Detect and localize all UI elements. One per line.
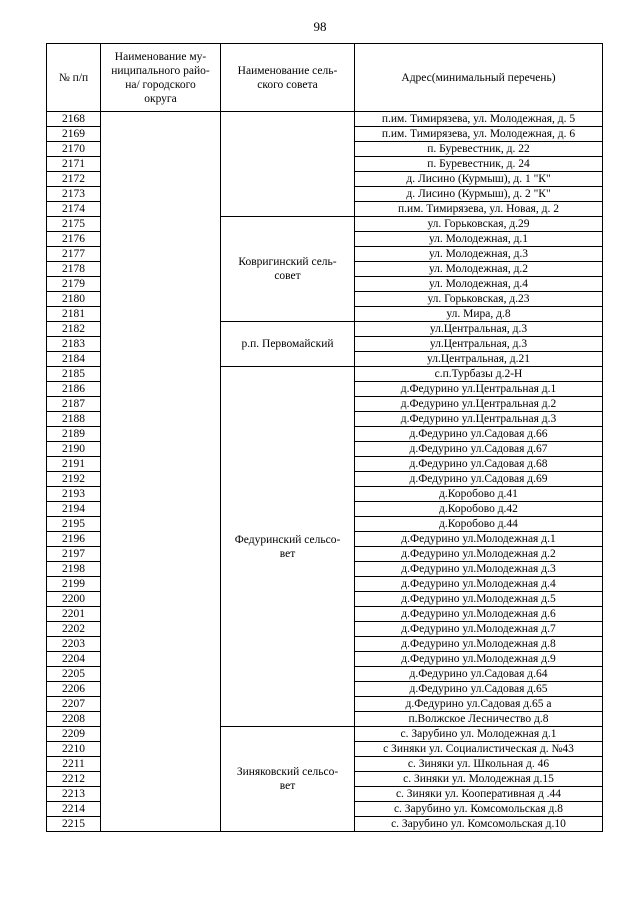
council-name-cell: Федуринский сельсо- вет (221, 367, 355, 727)
header-council-label: Наименование сель- ского совета (237, 64, 338, 91)
row-number: 2208 (47, 712, 101, 727)
address-cell: с. Зарубино ул. Молодежная д.1 (355, 727, 603, 742)
row-number: 2214 (47, 802, 101, 817)
address-cell: д.Федурино ул.Молодежная д.2 (355, 547, 603, 562)
row-number: 2189 (47, 427, 101, 442)
row-number: 2168 (47, 112, 101, 127)
address-cell: ул.Центральная, д.21 (355, 352, 603, 367)
district-cell (101, 112, 221, 832)
row-number: 2197 (47, 547, 101, 562)
row-number: 2195 (47, 517, 101, 532)
council-name-cell: р.п. Первомайский (221, 322, 355, 367)
row-number: 2201 (47, 607, 101, 622)
address-cell: д.Федурино ул.Садовая д.67 (355, 442, 603, 457)
address-cell: д.Федурино ул.Молодежная д.1 (355, 532, 603, 547)
address-cell: д.Федурино ул.Садовая д.68 (355, 457, 603, 472)
table-row (47, 112, 603, 127)
address-cell: д.Федурино ул.Центральная д.2 (355, 397, 603, 412)
row-number: 2204 (47, 652, 101, 667)
row-number: 2178 (47, 262, 101, 277)
address-cell: с. Зиняки ул. Школьная д. 46 (355, 757, 603, 772)
row-number: 2181 (47, 307, 101, 322)
row-number: 2183 (47, 337, 101, 352)
address-cell: п. Буревестник, д. 24 (355, 157, 603, 172)
row-number: 2170 (47, 142, 101, 157)
row-number: 2177 (47, 247, 101, 262)
council-name-cell: Зиняковский сельсо- вет (221, 727, 355, 832)
row-number: 2203 (47, 637, 101, 652)
address-cell: д. Лисино (Курмыш), д. 1 "К" (355, 172, 603, 187)
table-body (47, 112, 603, 832)
council-name-cell: Ковригинский сель- совет (221, 217, 355, 322)
address-cell: ул. Молодежная, д.3 (355, 247, 603, 262)
row-number: 2175 (47, 217, 101, 232)
row-number: 2207 (47, 697, 101, 712)
address-cell: д.Федурино ул.Молодежная д.4 (355, 577, 603, 592)
row-number: 2182 (47, 322, 101, 337)
row-number: 2211 (47, 757, 101, 772)
address-cell: д.Федурино ул.Молодежная д.6 (355, 607, 603, 622)
row-number: 2176 (47, 232, 101, 247)
row-number: 2169 (47, 127, 101, 142)
row-number: 2205 (47, 667, 101, 682)
address-cell: д.Федурино ул.Садовая д.66 (355, 427, 603, 442)
page-number: 98 (313, 19, 327, 34)
address-cell: д.Федурино ул.Садовая д.65 а (355, 697, 603, 712)
row-number: 2188 (47, 412, 101, 427)
row-number: 2179 (47, 277, 101, 292)
address-cell: с.п.Турбазы д.2-Н (355, 367, 603, 382)
address-cell: с. Зиняки ул. Кооперативная д .44 (355, 787, 603, 802)
row-number: 2174 (47, 202, 101, 217)
row-number: 2173 (47, 187, 101, 202)
row-number: 2213 (47, 787, 101, 802)
address-cell: ул. Молодежная, д.2 (355, 262, 603, 277)
address-cell: д.Федурино ул.Молодежная д.7 (355, 622, 603, 637)
row-number: 2172 (47, 172, 101, 187)
header-address (355, 44, 603, 112)
address-cell: с. Зарубино ул. Комсомольская д.8 (355, 802, 603, 817)
address-cell: д. Лисино (Курмыш), д. 2 "К" (355, 187, 603, 202)
address-registry-table (46, 43, 603, 832)
address-cell: ул. Молодежная, д.1 (355, 232, 603, 247)
row-number: 2215 (47, 817, 101, 832)
row-number: 2192 (47, 472, 101, 487)
row-number: 2185 (47, 367, 101, 382)
row-number: 2198 (47, 562, 101, 577)
address-cell: с. Зарубино ул. Комсомольская д.10 (355, 817, 603, 832)
address-cell: д.Коробово д.41 (355, 487, 603, 502)
address-cell: д.Федурино ул.Молодежная д.5 (355, 592, 603, 607)
row-number: 2196 (47, 532, 101, 547)
header-district-label: Наименование му- ниципального райо- на/ городского округа (111, 50, 210, 105)
row-number: 2199 (47, 577, 101, 592)
row-number: 2202 (47, 622, 101, 637)
address-cell: д.Федурино ул.Садовая д.64 (355, 667, 603, 682)
address-cell: ул. Молодежная, д.4 (355, 277, 603, 292)
address-cell: п.им. Тимирязева, ул. Новая, д. 2 (355, 202, 603, 217)
row-number: 2193 (47, 487, 101, 502)
address-cell: п.им. Тимирязева, ул. Молодежная, д. 6 (355, 127, 603, 142)
address-cell: д.Федурино ул.Молодежная д.3 (355, 562, 603, 577)
row-number: 2171 (47, 157, 101, 172)
address-cell: д.Федурино ул.Садовая д.69 (355, 472, 603, 487)
address-cell: ул. Горьковская, д.29 (355, 217, 603, 232)
row-number: 2210 (47, 742, 101, 757)
row-number: 2190 (47, 442, 101, 457)
row-number: 2206 (47, 682, 101, 697)
row-number: 2194 (47, 502, 101, 517)
header-number-label: № п/п (58, 71, 89, 84)
address-cell: д.Федурино ул.Садовая д.65 (355, 682, 603, 697)
address-cell: п. Буревестник, д. 22 (355, 142, 603, 157)
address-cell: с. Зиняки ул. Молодежная д.15 (355, 772, 603, 787)
address-cell: ул.Центральная, д.3 (355, 322, 603, 337)
table-header-row (47, 44, 603, 112)
address-cell: д.Федурино ул.Молодежная д.8 (355, 637, 603, 652)
row-number: 2187 (47, 397, 101, 412)
header-address-label: Адрес(минимальный перечень) (401, 71, 556, 84)
row-number: 2200 (47, 592, 101, 607)
row-number: 2180 (47, 292, 101, 307)
address-cell: д.Федурино ул.Центральная д.3 (355, 412, 603, 427)
address-cell: д.Федурино ул.Молодежная д.9 (355, 652, 603, 667)
row-number: 2184 (47, 352, 101, 367)
row-number: 2209 (47, 727, 101, 742)
address-cell: д.Федурино ул.Центральная д.1 (355, 382, 603, 397)
address-cell: д.Коробово д.44 (355, 517, 603, 532)
row-number: 2186 (47, 382, 101, 397)
address-cell: п.им. Тимирязева, ул. Молодежная, д. 5 (355, 112, 603, 127)
header-council (221, 44, 355, 112)
address-cell: с Зиняки ул. Социалистическая д. №43 (355, 742, 603, 757)
address-cell: ул. Горьковская, д.23 (355, 292, 603, 307)
header-number (47, 44, 101, 112)
address-cell: ул. Мира, д.8 (355, 307, 603, 322)
row-number: 2191 (47, 457, 101, 472)
header-district (101, 44, 221, 112)
council-name-cell (221, 112, 355, 217)
address-cell: п.Волжское Лесничество д.8 (355, 712, 603, 727)
address-cell: ул.Центральная, д.3 (355, 337, 603, 352)
row-number: 2212 (47, 772, 101, 787)
address-cell: д.Коробово д.42 (355, 502, 603, 517)
